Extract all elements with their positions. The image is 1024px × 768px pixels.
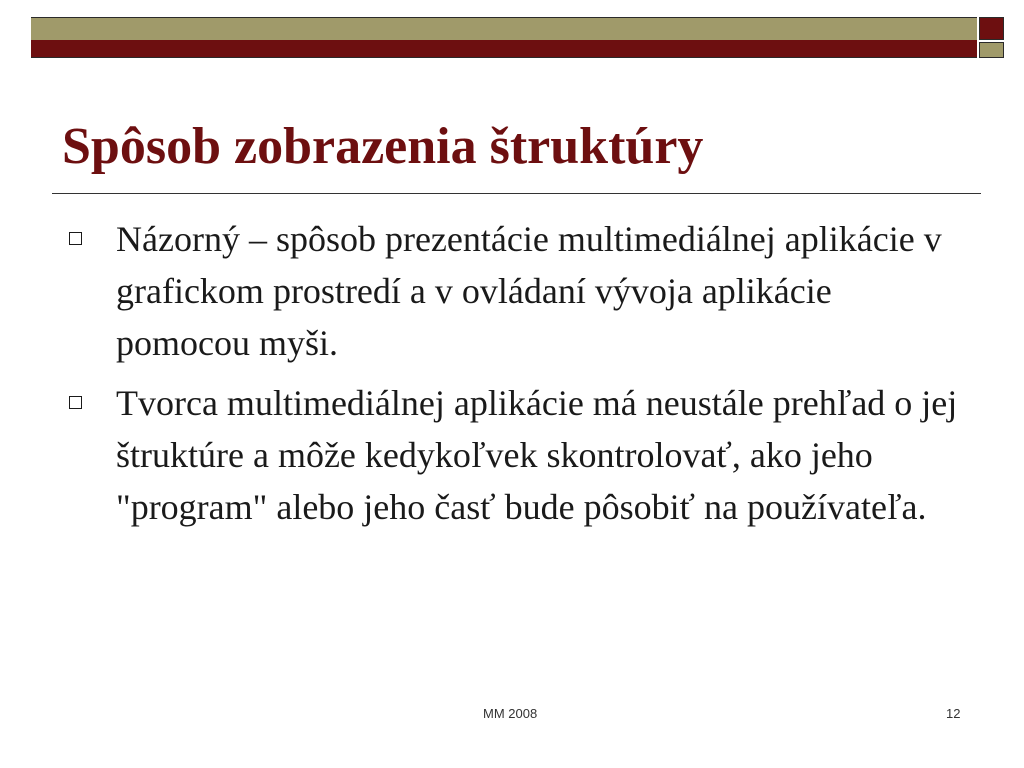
header-corner-olive-square: [979, 42, 1004, 58]
hollow-square-icon: [69, 396, 82, 409]
header-band-red: [31, 40, 977, 58]
bullet-item: [68, 213, 968, 369]
bullet-item: [68, 377, 968, 533]
header-band-olive: [31, 17, 977, 40]
hollow-square-icon: [69, 232, 82, 245]
page-number: 12: [946, 706, 961, 721]
bullet-text: Názorný – spôsob prezentácie multimediálnej aplikácie v grafickom prostredí a v ovládaní vývoja aplikácie pomocou myši.: [116, 219, 942, 363]
title-divider: [52, 193, 981, 194]
footer-label: MM 2008: [483, 706, 538, 721]
bullet-text: Tvorca multimediálnej aplikácie má neustále prehľad o jej štruktúre a môže kedykoľvek skontrolovať, ako jeho "program" alebo jeho časť bude pôsobiť na používateľa.: [116, 383, 958, 527]
slide-title: Spôsob zobrazenia štruktúry: [62, 118, 704, 175]
header-corner-red-square: [979, 17, 1004, 40]
bullet-list: [68, 213, 968, 541]
